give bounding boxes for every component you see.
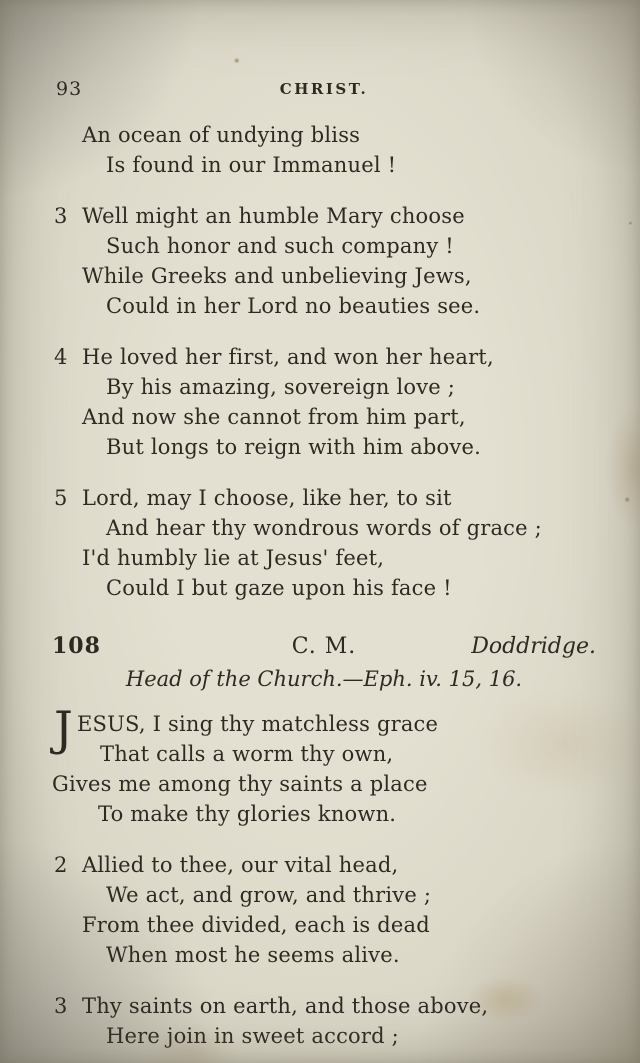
verse-line: An ocean of undying bliss: [82, 123, 361, 147]
verse-number: 5: [54, 486, 68, 510]
verse-number: 2: [54, 853, 68, 877]
verse-line: And now she cannot from him part,: [82, 405, 466, 429]
stanza-continuation: [52, 120, 596, 180]
running-header: CHRIST.: [279, 80, 369, 98]
verse-line: Is found in our Immanuel !: [106, 153, 397, 177]
stanza-hymn-verse-1: [52, 702, 596, 829]
verse-number: 4: [54, 345, 68, 369]
stanza-hymn-verse-3: [52, 991, 596, 1051]
hymn-title: Head of the Church.—Eph. iv. 15, 16.: [125, 667, 523, 691]
verse-line: Here join in sweet accord ;: [106, 1024, 399, 1048]
verse-line: And hear thy wondrous words of grace ;: [106, 516, 542, 540]
verse-number: 3: [54, 204, 68, 228]
verse-line: Thy saints on earth, and those above,: [82, 994, 489, 1018]
hymn-meter: C. M.: [291, 634, 357, 659]
verse-line: While Greeks and unbelieving Jews,: [82, 264, 472, 288]
stanza-verse-3: [52, 201, 596, 321]
dropcap-letter: J: [54, 702, 74, 757]
stanza-verse-5: [52, 483, 596, 603]
verse-line: Could I but gaze upon his face !: [106, 576, 452, 600]
verse-line: Lord, may I choose, like her, to sit: [82, 486, 452, 510]
stanza-verse-4: [52, 342, 596, 462]
verse-line: That calls a worm thy own,: [100, 742, 394, 766]
verse-line: By his amazing, sovereign love ;: [106, 375, 456, 399]
verse-line: From thee divided, each is dead: [82, 913, 430, 937]
verse-line: He loved her first, and won her heart,: [82, 345, 494, 369]
verse-line: Well might an humble Mary choose: [82, 204, 465, 228]
stanza-hymn-verse-2: [52, 850, 596, 970]
verse-line: Such honor and such company !: [106, 234, 454, 258]
verse-line: Allied to thee, our vital head,: [82, 853, 399, 877]
verse-number: 3: [54, 994, 68, 1018]
page-head: [52, 78, 596, 104]
verse-line: ESUS, I sing thy matchless grace: [77, 712, 439, 736]
page-number: 93: [56, 78, 83, 100]
verse-line: We act, and grow, and thrive ;: [106, 883, 432, 907]
hymn-number: 108: [52, 633, 101, 659]
verse-line: Could in her Lord no beauties see.: [106, 294, 481, 318]
verse-line: When most he seems alive.: [106, 943, 400, 967]
verse-line: I'd humbly lie at Jesus' feet,: [82, 546, 385, 570]
hymn-heading: [52, 633, 596, 659]
verse-line: Gives me among thy saints a place: [52, 772, 428, 796]
hymn-author: Doddridge.: [471, 634, 596, 659]
verse-line: To make thy glories known.: [98, 802, 397, 826]
verse-line: But longs to reign with him above.: [106, 435, 481, 459]
